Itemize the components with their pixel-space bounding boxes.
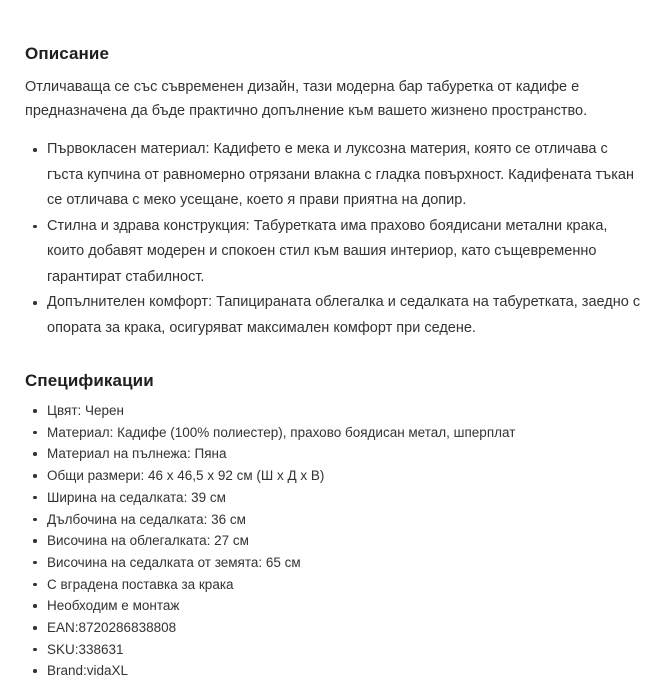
spec-list-item: Brand:vidaXL (25, 660, 645, 682)
description-intro-paragraph: Отличаваща се със съвременен дизайн, тази модерна бар табуретка от кадифе е предназначена да бъде практично допълнение към вашето жизнено пространство. (25, 79, 588, 119)
specifications-section (25, 371, 645, 682)
specifications-heading: Спецификации (25, 371, 154, 390)
spec-list-item: Ширина на седалката: 39 см (25, 487, 645, 509)
spec-list-item: Необходим е монтаж (25, 595, 645, 617)
description-bullet-list (25, 137, 645, 341)
description-bullet-item: Допълнителен комфорт: Тапицираната облегалка и седалката на табуретката, заедно с опората за крака, осигуряват максимален комфорт при седене. (25, 290, 645, 341)
spec-list-item: Височина на седалката от земята: 65 см (25, 552, 645, 574)
spec-list-item: Височина на облегалката: 27 см (25, 530, 645, 552)
spec-list-item: Материал на пълнежа: Пяна (25, 443, 645, 465)
spec-list-item: С вградена поставка за крака (25, 574, 645, 596)
spec-list-item: SKU:338631 (25, 639, 645, 661)
description-heading: Описание (25, 44, 110, 63)
spec-list-item: Дълбочина на седалката: 36 см (25, 509, 645, 531)
spec-list-item: Материал: Кадифе (100% полиестер), прахово боядисан метал, шперплат (25, 422, 645, 444)
description-bullet-item: Първокласен материал: Кадифето е мека и луксозна материя, която се отличава с гъста купчина от равномерно отрязани влакна с гладка повърхност. Кадифената тъкан се отличава с меко усещане, което я прави приятна на допир. (25, 137, 645, 214)
description-bullet-item: Стилна и здрава конструкция: Табуретката има прахово боядисани метални крака, които добавят модерен и спокоен стил към вашия интериор, като същевременно гарантират стабилност. (25, 214, 645, 291)
spec-list-item: Общи размери: 46 x 46,5 x 92 см (Ш x Д x В) (25, 465, 645, 487)
specifications-list (25, 400, 645, 682)
spec-list-item: EAN:8720286838808 (25, 617, 645, 639)
spec-list-item: Цвят: Черен (25, 400, 645, 422)
description-section (25, 44, 645, 341)
